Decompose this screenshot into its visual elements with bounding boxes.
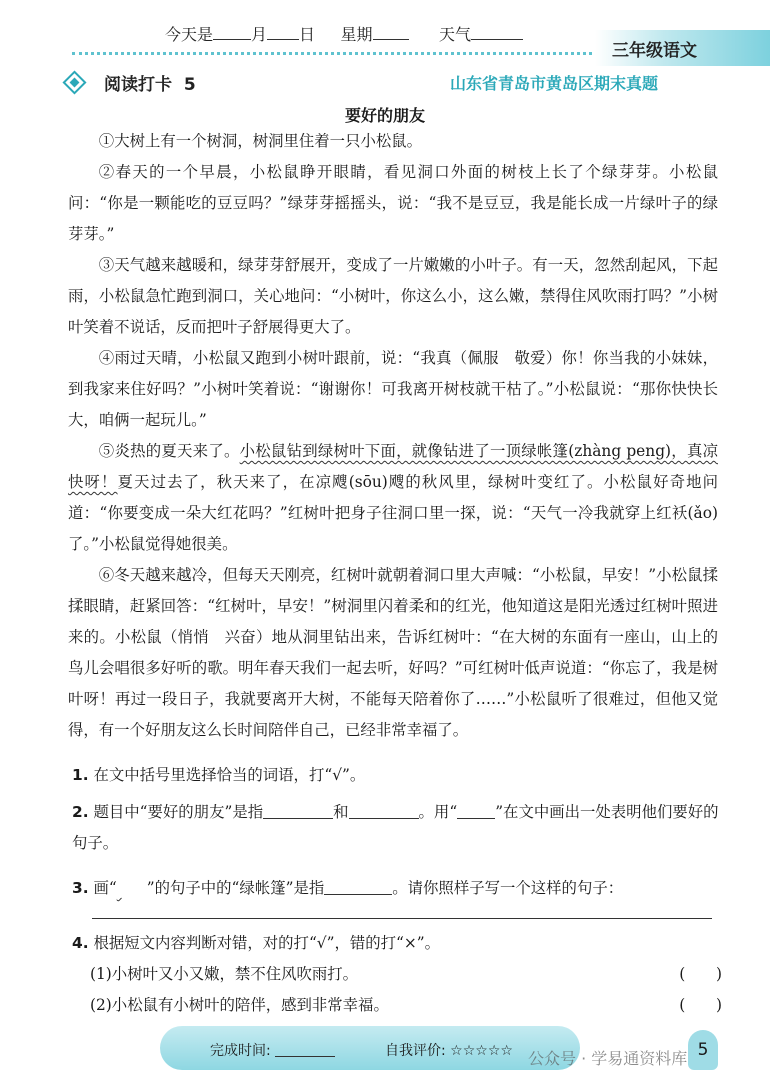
underline-sample — [457, 802, 495, 819]
wavy-sample — [117, 873, 147, 904]
grade-label: 三年级语文 — [612, 41, 697, 61]
question-4: 4. 根据短文内容判断对错，对的打“√”，错的打“×”。 (1)小树叶又小又嫩，禁不住风吹雨打。 ( ) (2)小松鼠有小树叶的陪伴，感到非常幸福。 ( ) — [72, 928, 722, 1021]
passage-body — [68, 126, 718, 746]
paragraph-2: ②春天的一个早晨，小松鼠睁开眼睛，看见洞口外面的树枝上长了个绿芽芽。小松鼠问：“你是一颗能吃的豆豆吗？”绿芽芽摇摇头，说：“我不是豆豆，我是能长成一片绿叶子的绿芽芽。” — [68, 163, 718, 243]
self-evaluation: 自我评价: ☆☆☆☆☆ — [385, 1043, 513, 1059]
date-weather-line: 今天是 月 日 星期 天气 — [165, 22, 523, 45]
paragraph-1: ①大树上有一个树洞，树洞里住着一只小松鼠。 — [98, 132, 423, 150]
judge-paren[interactable]: ( ) — [679, 965, 722, 983]
wavy-underlined-sentence: 小松鼠钻到绿树叶下面，就像钻进了一顶绿帐篷(zhàng peng)，真凉快呀！ — [68, 442, 718, 491]
paragraph-6: ⑥冬天越来越冷，但每天天刚亮，红树叶就朝着洞口里大声喊：“小松鼠，早安！”小松鼠揉揉眼睛，赶紧回答：“红树叶，早安！”树洞里闪着柔和的红光，他知道这是阳光透过红树叶照进来的。小松鼠（悄悄 兴奋）地从洞里钻出来，告诉红树叶：“在大树的东面有一座山，山上的鸟儿会唱很多好听的歌。明年春天我们一起去听，好吗？”可红树叶低声说道：“你忘了，我是树叶呀！再过一段日子，我就要离开大树，不能每天陪着你了……”小松鼠听了很难过，但他又觉得，有一个好朋友这么长时间陪伴自己，已经非常幸福了。 — [68, 566, 718, 739]
weekday-blank[interactable] — [373, 25, 409, 40]
completion-time: 完成时间: — [210, 1040, 335, 1060]
exam-source: 山东省青岛市黄岛区期末真题 — [450, 74, 659, 93]
answer-line[interactable] — [92, 918, 712, 919]
question-2: 2. 题目中“要好的朋友”是指 和 。用“ ”在文中画出一处表明他们要好的句子。 — [72, 803, 719, 852]
month-blank[interactable] — [213, 25, 251, 40]
statement-1: (1)小树叶又小又嫩，禁不住风吹雨打。 ( ) — [72, 959, 722, 990]
day-blank[interactable] — [267, 25, 299, 40]
paragraph-4: ④雨过天晴，小松鼠又跑到小树叶跟前，说：“我真（佩服 敬爱）你！你当我的小妹妹，到我家来住好吗？”小树叶笑着说：“谢谢你！可我离开树枝就干枯了。”小松鼠说：“那你快快长大，咱俩一起玩儿。” — [68, 349, 718, 429]
statement-2: (2)小松鼠有小树叶的陪伴，感到非常幸福。 ( ) — [72, 990, 722, 1021]
weather-blank[interactable] — [471, 25, 523, 40]
passage-title: 要好的朋友 — [344, 106, 425, 125]
paragraph-5: ⑤炎热的夏天来了。小松鼠钻到绿树叶下面，就像钻进了一顶绿帐篷(zhàng peng)，真凉快呀！夏天过去了，秋天来了，在凉飕(sōu)飕的秋风里，绿树叶变红了。小松鼠好奇地问道：“你要变成一朵大红花吗？”红树叶把身子往洞口里一探，说：“天气一冷我就穿上红袄(ǎo)了。”小松鼠觉得她很美。 — [68, 442, 718, 553]
answer-blank[interactable] — [349, 802, 419, 819]
answer-blank[interactable] — [263, 802, 333, 819]
page-number: 5 — [688, 1030, 718, 1070]
judge-paren[interactable]: ( ) — [679, 996, 722, 1014]
questions — [72, 760, 722, 904]
question-3: 3. 画“ ”的句子中的“绿帐篷”是指 。请你照样子写一个这样的句子： — [72, 873, 722, 904]
time-blank[interactable] — [275, 1040, 335, 1057]
section-label: 阅读打卡 5 — [104, 75, 196, 95]
answer-blank[interactable] — [324, 878, 392, 895]
star-rating[interactable]: ☆☆☆☆☆ — [450, 1043, 513, 1059]
paragraph-3: ③天气越来越暖和，绿芽芽舒展开，变成了一片嫩嫩的小叶子。有一天，忽然刮起风，下起雨，小松鼠急忙跑到洞口，关心地问：“小树叶，你这么小，这么嫩，禁得住风吹雨打吗？”小树叶笑着不说话，反而把叶子舒展得更大了。 — [68, 256, 718, 336]
question-1: 1. 在文中括号里选择恰当的词语，打“√”。 — [72, 766, 366, 784]
watermark: 公众号 · 学易通资料库 — [528, 1049, 688, 1068]
header-dotted-divider — [72, 52, 592, 55]
